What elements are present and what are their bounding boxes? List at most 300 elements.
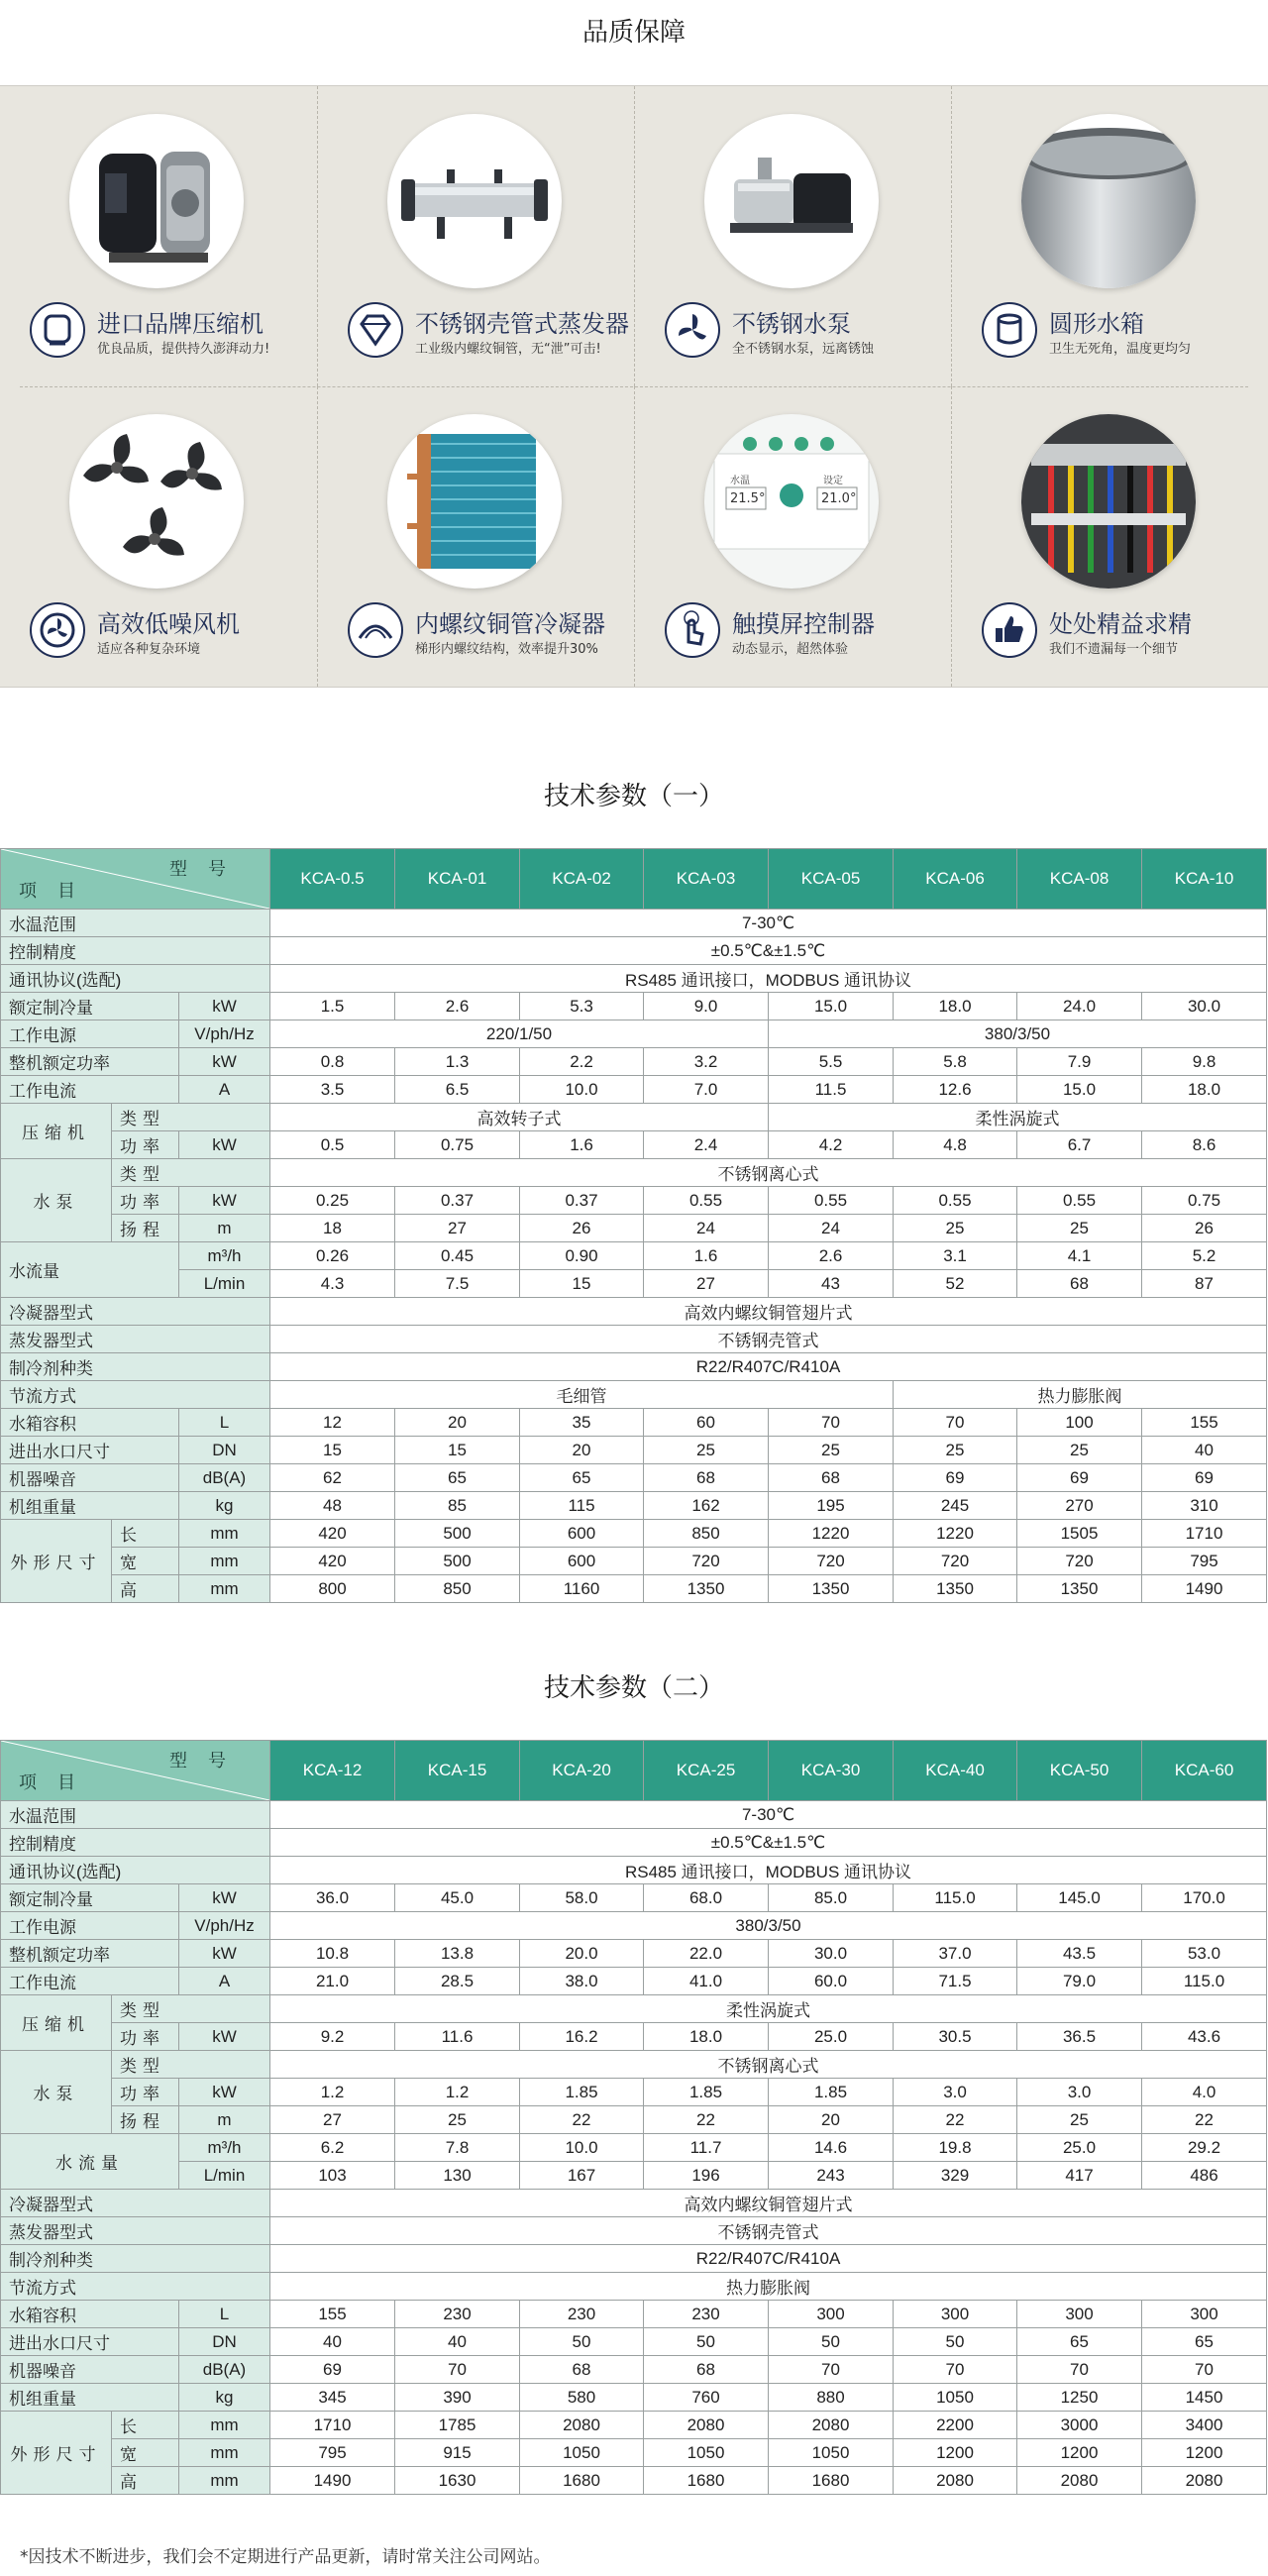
row-unit: A <box>179 1076 270 1104</box>
cell-value: 300 <box>894 2301 1017 2328</box>
cell-value: 26 <box>520 1215 644 1242</box>
cell-value: 85.0 <box>769 1884 894 1912</box>
cell-value: 1710 <box>1142 1520 1267 1548</box>
cell-value: 230 <box>520 2301 644 2328</box>
header-corner <box>1 849 270 910</box>
cell-value: 69 <box>894 1464 1017 1492</box>
cell-value: 9.2 <box>270 2023 395 2051</box>
table-row <box>1 2467 1267 2495</box>
cell-value: 36.5 <box>1017 2023 1142 2051</box>
table-row <box>1 1187 1267 1215</box>
cell-value: 热力膨胀阀 <box>894 1381 1267 1409</box>
cell-value: 145.0 <box>1017 1884 1142 1912</box>
group-label: 压缩机 <box>1 1104 112 1159</box>
controller-left-label: 水温 <box>730 476 750 486</box>
cell-value: 20.0 <box>520 1940 644 1968</box>
cell-value: 1.2 <box>270 2079 395 2106</box>
cell-value: 1350 <box>894 1575 1017 1603</box>
cell-value: 5.5 <box>769 1048 894 1076</box>
table-row <box>1 2273 1267 2301</box>
cell-value: 不锈钢壳管式 <box>270 2217 1267 2245</box>
cell-value: 2080 <box>894 2467 1017 2495</box>
model-header: KCA-30 <box>769 1741 894 1801</box>
table-row <box>1 1801 1267 1829</box>
feature-title: 处处精益求精 <box>1049 610 1192 638</box>
row-unit: m³/h <box>179 1242 270 1270</box>
cell-value: 45.0 <box>395 1884 520 1912</box>
cell-value: 11.7 <box>644 2134 769 2162</box>
cell-value: 420 <box>270 1548 395 1575</box>
cell-value: 60 <box>644 1409 769 1437</box>
spec2-title: 技术参数（二） <box>543 1673 724 1703</box>
cell-value: 300 <box>769 2301 894 2328</box>
feature-desc: 适应各种复杂环境 <box>97 642 201 657</box>
sub-label: 功率 <box>112 1187 179 1215</box>
cell-value: 6.2 <box>270 2134 395 2162</box>
cell-value: 28.5 <box>395 1968 520 1995</box>
row-unit: mm <box>179 1520 270 1548</box>
feature-title: 不锈钢水泵 <box>732 310 851 338</box>
model-header: KCA-05 <box>769 849 894 910</box>
cell-value: 70 <box>894 1409 1017 1437</box>
cell-value: 25 <box>1017 1215 1142 1242</box>
cell-value: 3.1 <box>894 1242 1017 1270</box>
diamond-icon <box>348 302 403 358</box>
pump-image <box>704 114 879 288</box>
sub-label: 宽 <box>112 2439 179 2467</box>
cell-value: 600 <box>520 1520 644 1548</box>
tank-image <box>1021 114 1196 288</box>
table-row <box>1 2162 1267 2190</box>
table-row <box>1 1104 1267 1131</box>
cell-value: 2080 <box>1142 2467 1267 2495</box>
cell-value: 25 <box>395 2106 520 2134</box>
cell-value: 245 <box>894 1492 1017 1520</box>
row-label: 制冷剂种类 <box>1 1353 270 1381</box>
cell-value: 25 <box>769 1437 894 1464</box>
cell-value: 13.8 <box>395 1940 520 1968</box>
condenser-image <box>387 414 562 589</box>
cell-value: 24 <box>644 1215 769 1242</box>
table-row <box>1 1020 1267 1048</box>
table-row <box>1 993 1267 1020</box>
cell-value: 1.2 <box>395 2079 520 2106</box>
cell-value: 230 <box>644 2301 769 2328</box>
model-header: KCA-0.5 <box>270 849 395 910</box>
cell-value: 1630 <box>395 2467 520 2495</box>
row-unit: V/ph/Hz <box>179 1020 270 1048</box>
cell-value: 795 <box>1142 1548 1267 1575</box>
cell-value: 1490 <box>1142 1575 1267 1603</box>
cell-value: 1050 <box>520 2439 644 2467</box>
cell-value: 18.0 <box>1142 1076 1267 1104</box>
controller-image <box>704 414 879 589</box>
cell-value: 3.5 <box>270 1076 395 1104</box>
sub-label: 功率 <box>112 1131 179 1159</box>
cell-value: 7-30℃ <box>270 910 1267 937</box>
model-header: KCA-03 <box>644 849 769 910</box>
cell-value: 22 <box>644 2106 769 2134</box>
cell-value: 43.6 <box>1142 2023 1267 2051</box>
sub-label: 长 <box>112 2412 179 2439</box>
cell-value: 167 <box>520 2162 644 2190</box>
fan-image <box>69 414 244 589</box>
row-unit: kW <box>179 1187 270 1215</box>
row-label: 控制精度 <box>1 1829 270 1857</box>
cell-value: 1785 <box>395 2412 520 2439</box>
cell-value: 27 <box>644 1270 769 1298</box>
cell-value: 0.55 <box>894 1187 1017 1215</box>
cell-value: 36.0 <box>270 1884 395 1912</box>
sub-label: 类型 <box>112 2051 270 2079</box>
table-row <box>1 1381 1267 1409</box>
table-row <box>1 910 1267 937</box>
cell-value: 1350 <box>1017 1575 1142 1603</box>
cell-value: 5.8 <box>894 1048 1017 1076</box>
cell-value: 60.0 <box>769 1968 894 1995</box>
cell-value: 7.8 <box>395 2134 520 2162</box>
table-row <box>1 2023 1267 2051</box>
table-row <box>1 1353 1267 1381</box>
cell-value: 8.6 <box>1142 1131 1267 1159</box>
table-row <box>1 2079 1267 2106</box>
cell-value: 24 <box>769 1215 894 1242</box>
cell-value: 11.6 <box>395 2023 520 2051</box>
controller-right-value: 21.0° <box>821 491 857 506</box>
cell-value: 4.2 <box>769 1131 894 1159</box>
row-unit: mm <box>179 2467 270 2495</box>
cell-value: 0.90 <box>520 1242 644 1270</box>
cell-value: 720 <box>644 1548 769 1575</box>
model-header: KCA-12 <box>270 1741 395 1801</box>
feature-compressor <box>0 86 317 386</box>
model-header: KCA-06 <box>894 849 1017 910</box>
table-row <box>1 1912 1267 1940</box>
cell-value: 0.55 <box>644 1187 769 1215</box>
header-model-label: 型 号 <box>169 1751 235 1771</box>
cell-value: 12 <box>270 1409 395 1437</box>
cell-value: 162 <box>644 1492 769 1520</box>
row-unit: A <box>179 1968 270 1995</box>
group-label: 水泵 <box>1 1159 112 1242</box>
cell-value: 115.0 <box>894 1884 1017 1912</box>
cell-value: 720 <box>894 1548 1017 1575</box>
row-label: 进出水口尺寸 <box>1 1437 179 1464</box>
row-unit: kW <box>179 2023 270 2051</box>
feature-title: 进口品牌压缩机 <box>97 310 264 338</box>
cell-value: 915 <box>395 2439 520 2467</box>
cell-value: 65 <box>1142 2328 1267 2356</box>
cell-value: 7.5 <box>395 1270 520 1298</box>
table-row <box>1 1270 1267 1298</box>
sub-label: 类型 <box>112 1995 270 2023</box>
cell-value: 3.0 <box>894 2079 1017 2106</box>
cell-value: 70 <box>1017 2356 1142 2384</box>
cell-value: 1.85 <box>769 2079 894 2106</box>
cell-value: 68 <box>769 1464 894 1492</box>
cell-value: 0.8 <box>270 1048 395 1076</box>
table-row <box>1 2439 1267 2467</box>
cell-value: 0.5 <box>270 1131 395 1159</box>
cell-value: 345 <box>270 2384 395 2412</box>
cell-value: 10.0 <box>520 2134 644 2162</box>
cell-value: 1250 <box>1017 2384 1142 2412</box>
cell-value: 9.8 <box>1142 1048 1267 1076</box>
cell-value: 380/3/50 <box>769 1020 1267 1048</box>
cell-value: 15.0 <box>1017 1076 1142 1104</box>
cell-value: 2200 <box>894 2412 1017 2439</box>
controller-right-label: 设定 <box>823 476 843 486</box>
cell-value: 420 <box>270 1520 395 1548</box>
table-row <box>1 1492 1267 1520</box>
cell-value: 87 <box>1142 1270 1267 1298</box>
cell-value: 1680 <box>769 2467 894 2495</box>
row-unit: m <box>179 1215 270 1242</box>
cell-value: 25 <box>644 1437 769 1464</box>
feature-desc: 我们不遗漏每一个细节 <box>1049 642 1179 657</box>
cell-value: 柔性涡旋式 <box>270 1995 1267 2023</box>
cell-value: 1680 <box>644 2467 769 2495</box>
table-row <box>1 965 1267 993</box>
cell-value: 115.0 <box>1142 1968 1267 1995</box>
row-label: 通讯协议(选配) <box>1 965 270 993</box>
row-label: 工作电源 <box>1 1912 179 1940</box>
cell-value: 柔性涡旋式 <box>769 1104 1267 1131</box>
cell-value: 70 <box>395 2356 520 2384</box>
feature-title: 触摸屏控制器 <box>732 610 875 638</box>
cell-value: 40 <box>395 2328 520 2356</box>
wiring-image <box>1021 414 1196 589</box>
cell-value: 1200 <box>1142 2439 1267 2467</box>
cell-value: R22/R407C/R410A <box>270 2245 1267 2273</box>
row-label: 工作电流 <box>1 1076 179 1104</box>
cell-value: 1220 <box>894 1520 1017 1548</box>
cell-value: 5.2 <box>1142 1242 1267 1270</box>
cell-value: 230 <box>395 2301 520 2328</box>
cell-value: 25 <box>894 1437 1017 1464</box>
cell-value: 10.8 <box>270 1940 395 1968</box>
row-unit: L/min <box>179 1270 270 1298</box>
row-unit: kW <box>179 1131 270 1159</box>
row-unit: DN <box>179 1437 270 1464</box>
cell-value: 25.0 <box>769 2023 894 2051</box>
cell-value: 68 <box>520 2356 644 2384</box>
cell-value: 37.0 <box>894 1940 1017 1968</box>
cell-value: 850 <box>644 1520 769 1548</box>
cell-value: 70 <box>769 2356 894 2384</box>
feature-title: 圆形水箱 <box>1049 310 1144 338</box>
cell-value: 0.75 <box>395 1131 520 1159</box>
sub-label: 功率 <box>112 2023 179 2051</box>
cell-value: 毛细管 <box>270 1381 894 1409</box>
feature-condenser <box>317 386 635 687</box>
table-header-row <box>1 1741 1267 1801</box>
table-row <box>1 1131 1267 1159</box>
cell-value: 43 <box>769 1270 894 1298</box>
cell-value: 85 <box>395 1492 520 1520</box>
cell-value: 720 <box>1017 1548 1142 1575</box>
table-row <box>1 2356 1267 2384</box>
cell-value: 30.5 <box>894 2023 1017 2051</box>
sub-label: 高 <box>112 2467 179 2495</box>
cell-value: 380/3/50 <box>270 1912 1267 1940</box>
cell-value: 1450 <box>1142 2384 1267 2412</box>
row-label: 节流方式 <box>1 1381 270 1409</box>
cell-value: 65 <box>520 1464 644 1492</box>
row-unit: kW <box>179 993 270 1020</box>
cell-value: 6.5 <box>395 1076 520 1104</box>
cell-value: 高效转子式 <box>270 1104 769 1131</box>
group-label: 压缩机 <box>1 1995 112 2051</box>
cell-value: 22 <box>894 2106 1017 2134</box>
row-label: 冷凝器型式 <box>1 1298 270 1326</box>
feature-desc: 工业级内螺纹铜管，无“泄”可击! <box>415 342 601 357</box>
cell-value: 24.0 <box>1017 993 1142 1020</box>
cell-value: 3.2 <box>644 1048 769 1076</box>
model-header: KCA-01 <box>395 849 520 910</box>
cell-value: 0.45 <box>395 1242 520 1270</box>
cell-value: 20 <box>520 1437 644 1464</box>
cell-value: 2.4 <box>644 1131 769 1159</box>
cell-value: 115 <box>520 1492 644 1520</box>
cell-value: 50 <box>644 2328 769 2356</box>
cell-value: 热力膨胀阀 <box>270 2273 1267 2301</box>
table-row <box>1 2217 1267 2245</box>
row-unit: kg <box>179 1492 270 1520</box>
cell-value: 3400 <box>1142 2412 1267 2439</box>
cell-value: 300 <box>1142 2301 1267 2328</box>
cell-value: 15.0 <box>769 993 894 1020</box>
cell-value: 4.0 <box>1142 2079 1267 2106</box>
feature-title: 内螺纹铜管冷凝器 <box>415 610 605 638</box>
model-header: KCA-10 <box>1142 849 1267 910</box>
cell-value: 41.0 <box>644 1968 769 1995</box>
table-row <box>1 1076 1267 1104</box>
cell-value: 270 <box>1017 1492 1142 1520</box>
cell-value: 9.0 <box>644 993 769 1020</box>
cell-value: 1.5 <box>270 993 395 1020</box>
cell-value: 1200 <box>894 2439 1017 2467</box>
cell-value: 1.3 <box>395 1048 520 1076</box>
cell-value: 14.6 <box>769 2134 894 2162</box>
cell-value: 2080 <box>644 2412 769 2439</box>
row-unit: mm <box>179 2412 270 2439</box>
spec1-title: 技术参数（一） <box>543 782 724 811</box>
cell-value: 79.0 <box>1017 1968 1142 1995</box>
cell-value: 6.7 <box>1017 1131 1142 1159</box>
cell-value: 720 <box>769 1548 894 1575</box>
cell-value: 65 <box>1017 2328 1142 2356</box>
cell-value: 26 <box>1142 1215 1267 1242</box>
row-label: 制冷剂种类 <box>1 2245 270 2273</box>
cell-value: 50 <box>520 2328 644 2356</box>
cell-value: 1.6 <box>520 1131 644 1159</box>
table-row <box>1 2134 1267 2162</box>
spec1-table <box>0 848 1267 1603</box>
table-row <box>1 1829 1267 1857</box>
group-label: 外形尺寸 <box>1 1520 112 1603</box>
row-unit: L/min <box>179 2162 270 2190</box>
cell-value: 27 <box>395 1215 520 1242</box>
model-header: KCA-50 <box>1017 1741 1142 1801</box>
header-item-label: 项 目 <box>19 881 84 901</box>
cell-value: 15 <box>395 1437 520 1464</box>
cell-value: 310 <box>1142 1492 1267 1520</box>
cell-value: 1.6 <box>644 1242 769 1270</box>
header-corner <box>1 1741 270 1801</box>
cell-value: 16.2 <box>520 2023 644 2051</box>
cell-value: ±0.5℃&±1.5℃ <box>270 937 1267 965</box>
cell-value: 220/1/50 <box>270 1020 769 1048</box>
feature-pump <box>634 86 952 386</box>
cell-value: 1350 <box>769 1575 894 1603</box>
cell-value: 25 <box>1017 2106 1142 2134</box>
model-header: KCA-02 <box>520 849 644 910</box>
touch-icon <box>665 602 720 658</box>
cell-value: 50 <box>769 2328 894 2356</box>
row-label: 水箱容积 <box>1 1409 179 1437</box>
cell-value: ±0.5℃&±1.5℃ <box>270 1829 1267 1857</box>
cell-value: 22 <box>520 2106 644 2134</box>
cell-value: 1505 <box>1017 1520 1142 1548</box>
cell-value: 68 <box>1017 1270 1142 1298</box>
cell-value: 2080 <box>769 2412 894 2439</box>
cell-value: 100 <box>1017 1409 1142 1437</box>
row-unit: kW <box>179 1940 270 1968</box>
table-row <box>1 1437 1267 1464</box>
feature-fan <box>0 386 317 687</box>
cell-value: RS485 通讯接口，MODBUS 通讯协议 <box>270 965 1267 993</box>
cell-value: 25.0 <box>1017 2134 1142 2162</box>
cell-value: 1.85 <box>644 2079 769 2106</box>
cell-value: 103 <box>270 2162 395 2190</box>
cell-value: 71.5 <box>894 1968 1017 1995</box>
sub-label: 扬程 <box>112 2106 179 2134</box>
table-row <box>1 2245 1267 2273</box>
row-label: 机器噪音 <box>1 2356 179 2384</box>
cell-value: 0.25 <box>270 1187 395 1215</box>
row-label: 水流量 <box>1 1242 179 1298</box>
row-unit: dB(A) <box>179 2356 270 2384</box>
table-row <box>1 1940 1267 1968</box>
cell-value: 600 <box>520 1548 644 1575</box>
row-unit: m³/h <box>179 2134 270 2162</box>
cell-value: 20 <box>395 1409 520 1437</box>
row-unit: kW <box>179 1048 270 1076</box>
row-label: 水流量 <box>1 2134 179 2190</box>
cell-value: 21.0 <box>270 1968 395 1995</box>
table-row <box>1 2190 1267 2217</box>
table-header-row <box>1 849 1267 910</box>
cell-value: 62 <box>270 1464 395 1492</box>
cell-value: 48 <box>270 1492 395 1520</box>
cell-value: R22/R407C/R410A <box>270 1353 1267 1381</box>
cell-value: 500 <box>395 1548 520 1575</box>
model-header: KCA-40 <box>894 1741 1017 1801</box>
model-header: KCA-25 <box>644 1741 769 1801</box>
cell-value: 65 <box>395 1464 520 1492</box>
row-label: 额定制冷量 <box>1 1884 179 1912</box>
cell-value: 3000 <box>1017 2412 1142 2439</box>
cell-value: 2.6 <box>769 1242 894 1270</box>
row-label: 蒸发器型式 <box>1 1326 270 1353</box>
cell-value: 2.2 <box>520 1048 644 1076</box>
feature-desc: 优良品质，提供持久澎湃动力! <box>97 342 270 357</box>
table-row <box>1 1048 1267 1076</box>
cell-value: 0.26 <box>270 1242 395 1270</box>
cell-value: 195 <box>769 1492 894 1520</box>
row-unit: mm <box>179 1575 270 1603</box>
